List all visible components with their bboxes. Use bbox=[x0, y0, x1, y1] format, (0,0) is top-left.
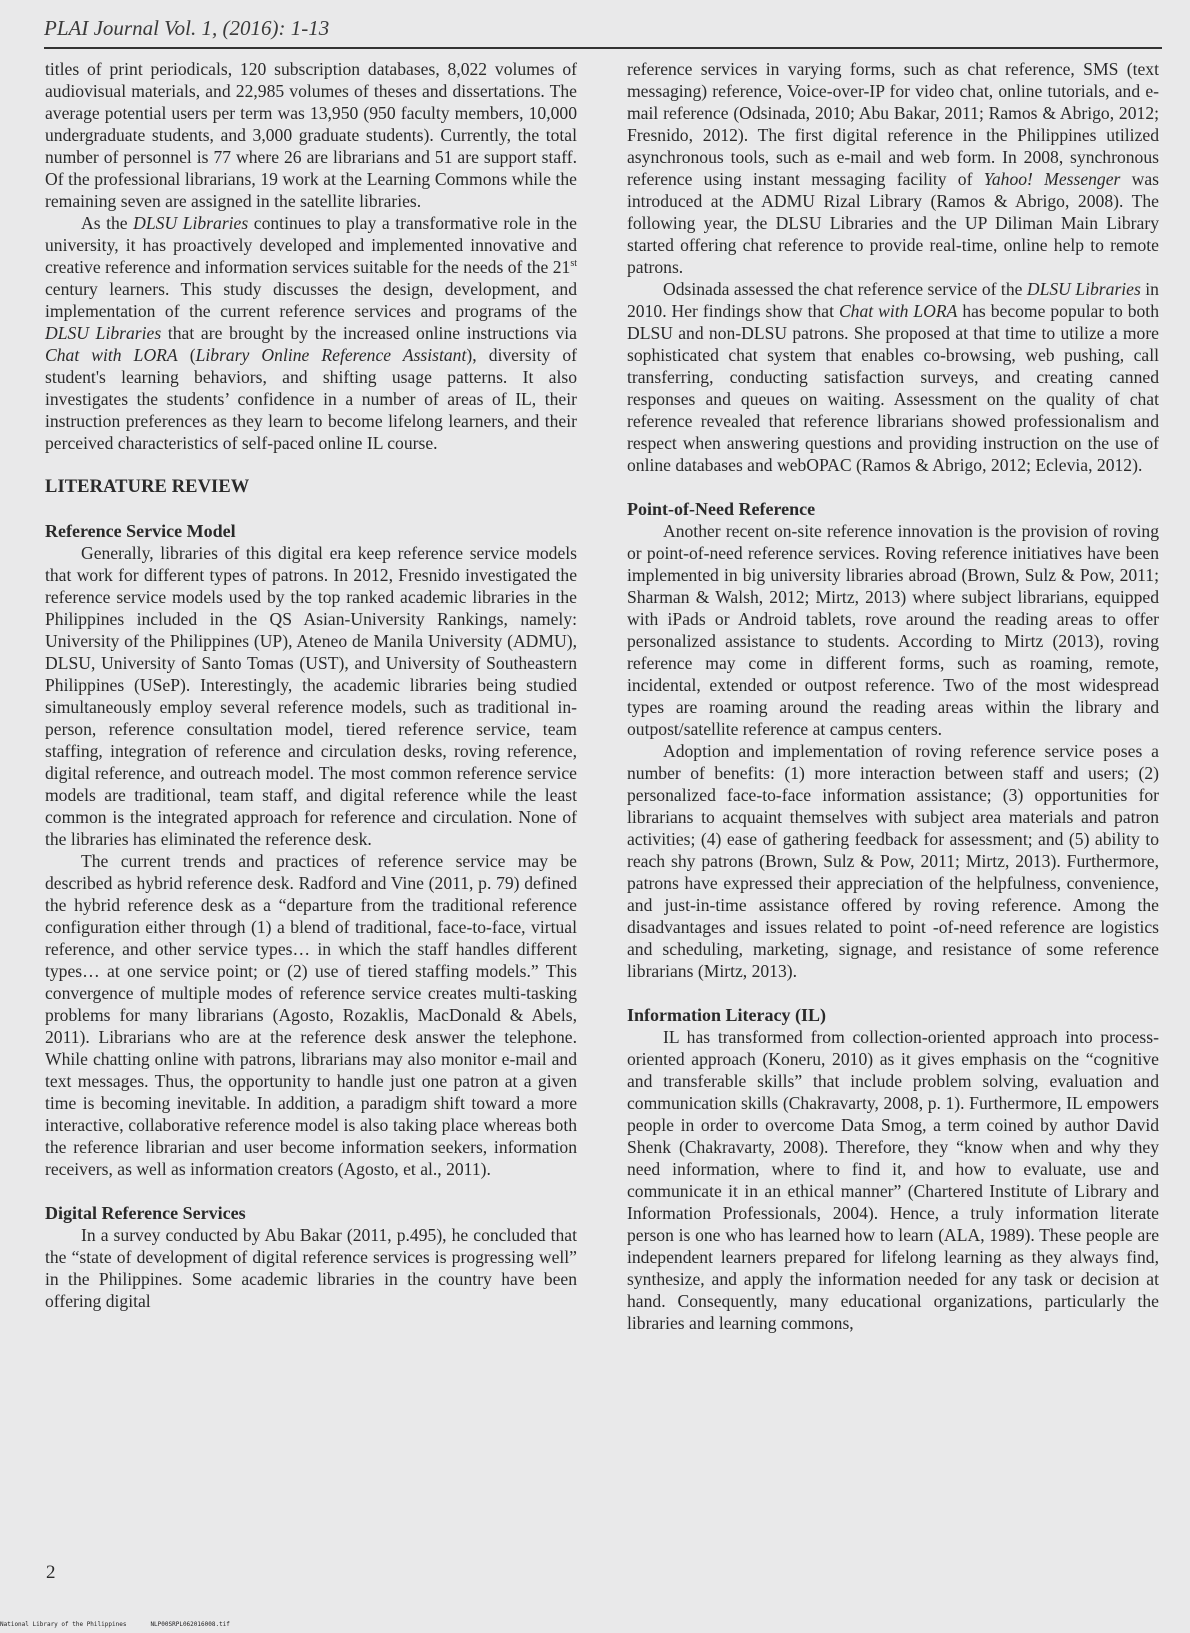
left-column bbox=[45, 58, 577, 1312]
subsection-heading-point-of-need-reference: Point-of-Need Reference bbox=[627, 499, 816, 519]
scan-source: National Library of the Philippines bbox=[0, 1621, 127, 1628]
subsection-heading-information-literacy: Information Literacy (IL) bbox=[627, 1005, 826, 1025]
running-header: PLAI Journal Vol. 1, (2016): 1-13 bbox=[44, 16, 330, 40]
section-heading-literature-review: LITERATURE REVIEW bbox=[45, 477, 250, 497]
paragraph: The current trends and practices of reference service may be described as hybrid reference desk. Radford and Vine (2011, p. 79) defined the hybrid reference desk as a “departure from the traditional reference configuration either through (1) a blend of traditional, face-to-face, virtual reference, and other service types… in which the staff handles different types… at one service point; or (2) use of tiered staffing models.” This convergence of multiple modes of reference service creates multi-tasking problems for many librarians (Agosto, Rozaklis, MacDonald & Abels, 2011). Librarians who are at the reference desk answer the telephone. While chatting online with patrons, librarians may also monitor e-mail and text messages. Thus, the opportunity to handle just one patron at a given time is becoming inevitable. In addition, a paradigm shift toward a more interactive, collaborative reference model is also taking place whereas both the reference librarian and user become information seekers, information receivers, as well as information creators (Agosto, et al., 2011). bbox=[45, 851, 577, 1179]
paragraph: Another recent on-site reference innovation is the provision of roving or point-of-need reference services. Roving reference initiatives have been implemented in big university libraries abroad (Brown, Sulz & Pow, 2011; Sharman & Walsh, 2012; Mirtz, 2013) where subject librarians, equipped with iPads or Android tablets, rove around the reading areas to offer personalized assistance to students. According to Mirtz (2013), roving reference may come in different forms, such as roaming, remote, incidental, extended or outpost reference. Two of the most widespread types are roaming around the reading areas within the library and outpost/satellite reference at campus centers. bbox=[627, 521, 1159, 739]
paragraph: titles of print periodicals, 120 subscription databases, 8,022 volumes of audiovisual materials, and 22,985 volumes of theses and dissertations. The average potential users per term was 13,950 (950 faculty members, 10,000 undergraduate students, and 3,000 graduate students). Currently, the total number of personnel is 77 where 26 are librarians and 51 are support staff. Of the professional librarians, 19 work at the Learning Commons while the remaining seven are assigned in the satellite libraries. bbox=[45, 59, 577, 211]
paragraph: In a survey conducted by Abu Bakar (2011, p.495), he concluded that the “state of development of digital reference services is progressing well” in the Philippines. Some academic libraries in the country have been offering digital bbox=[45, 1225, 577, 1311]
header-rule bbox=[44, 47, 1162, 49]
scan-footer bbox=[0, 1621, 254, 1628]
paragraph: reference services in varying forms, such as chat reference, SMS (text messaging) reference, Voice-over-IP for video chat, online tutorials, and e-mail reference (Odsinada, 2010; Abu Bakar, 2011; Ramos & Abrigo, 2012; Fresnido, 2012). The first digital reference in the Philippines utilized asynchronous tools, such as e-mail and web form. In 2008, synchronous reference using instant messaging facility of Yahoo! Messenger was introduced at the ADMU Rizal Library (Ramos & Abrigo, 2008). The following year, the DLSU Libraries and the UP Diliman Main Library started offering chat reference to provide real-time, online help to remote patrons. bbox=[627, 59, 1159, 277]
subsection-heading-digital-reference-services: Digital Reference Services bbox=[45, 1203, 246, 1223]
paragraph: IL has transformed from collection-oriented approach into process-oriented approach (Koneru, 2010) as it gives emphasis on the “cognitive and transferable skills” that include problem solving, evaluation and communication skills (Chakravarty, 2008, p. 1). Furthermore, IL empowers people in order to overcome Data Smog, a term coined by author David Shenk (Chakravarty, 2008). Therefore, they “know when and why they need information, where to find it, and how to evaluate, use and communicate it in an ethical manner” (Chartered Institute of Library and Information Professionals, 2004). Hence, a truly information literate person is one who has learned how to learn (ALA, 1989). These people are independent learners prepared for lifelong learning as they always find, synthesize, and apply the information needed for any task or decision at hand. Consequently, many educational organizations, particularly the libraries and learning commons, bbox=[627, 1027, 1159, 1333]
paragraph: Odsinada assessed the chat reference service of the DLSU Libraries in 2010. Her findings show that Chat with LORA has become popular to both DLSU and non-DLSU patrons. She proposed at that time to utilize a more sophisticated chat system that enables co-browsing, web pushing, call transferring, conducting satisfaction surveys, and creating canned responses and queues on waiting. Assessment on the quality of chat reference revealed that reference librarians showed professionalism and respect when answering questions and providing instruction on the use of online databases and webOPAC (Ramos & Abrigo, 2012; Eclevia, 2012). bbox=[627, 279, 1159, 475]
paragraph: Generally, libraries of this digital era keep reference service models that work for different types of patrons. In 2012, Fresnido investigated the reference service models used by the top ranked academic libraries in the Philippines included in the QS Asian-University Rankings, namely: University of the Philippines (UP), Ateneo de Manila University (ADMU), DLSU, University of Santo Tomas (UST), and University of Southeastern Philippines (USeP). Interestingly, the academic libraries being studied simultaneously employ several reference models, such as traditional in-person, reference consultation model, tiered reference service, team staffing, integration of reference and circulation desks, roving reference, digital reference, and outreach model. The most common reference service models are traditional, team staff, and digital reference while the least common is the integrated approach for reference and circulation. None of the libraries has eliminated the reference desk. bbox=[45, 543, 577, 849]
subsection-heading-reference-service-model: Reference Service Model bbox=[45, 521, 236, 541]
paragraph: Adoption and implementation of roving reference service poses a number of benefits: (1) more interaction between staff and users; (2) personalized face-to-face information assistance; (3) opportunities for librarians to acquaint themselves with subject area materials and patron activities; (4) ease of gathering feedback for assessment; and (5) ability to reach shy patrons (Brown, Sulz & Pow, 2011; Mirtz, 2013). Furthermore, patrons have expressed their appreciation of the helpfulness, convenience, and just-in-time assistance offered by roving reference. Among the disadvantages and issues related to point -of-need reference are logistics and scheduling, marketing, signage, and resistance of some reference librarians (Mirtz, 2013). bbox=[627, 741, 1159, 981]
right-column bbox=[627, 58, 1159, 1334]
page-number: 2 bbox=[46, 1562, 56, 1583]
paragraph: As the DLSU Libraries continues to play a transformative role in the university, it has proactively developed and implemented innovative and creative reference and information services suitable for the needs of the 21st century learners. This study discusses the design, development, and implementation of the current reference services and programs of the DLSU Libraries that are brought by the increased online instructions via Chat with LORA (Library Online Reference Assistant), diversity of student's learning behaviors, and shifting usage patterns. It also investigates the students’ confidence in a number of areas of IL, their instruction preferences as they learn to become lifelong learners, and their perceived characteristics of self-paced online IL course. bbox=[45, 213, 578, 453]
scan-file: NLP00SRPL062016008.tif bbox=[150, 1621, 230, 1628]
